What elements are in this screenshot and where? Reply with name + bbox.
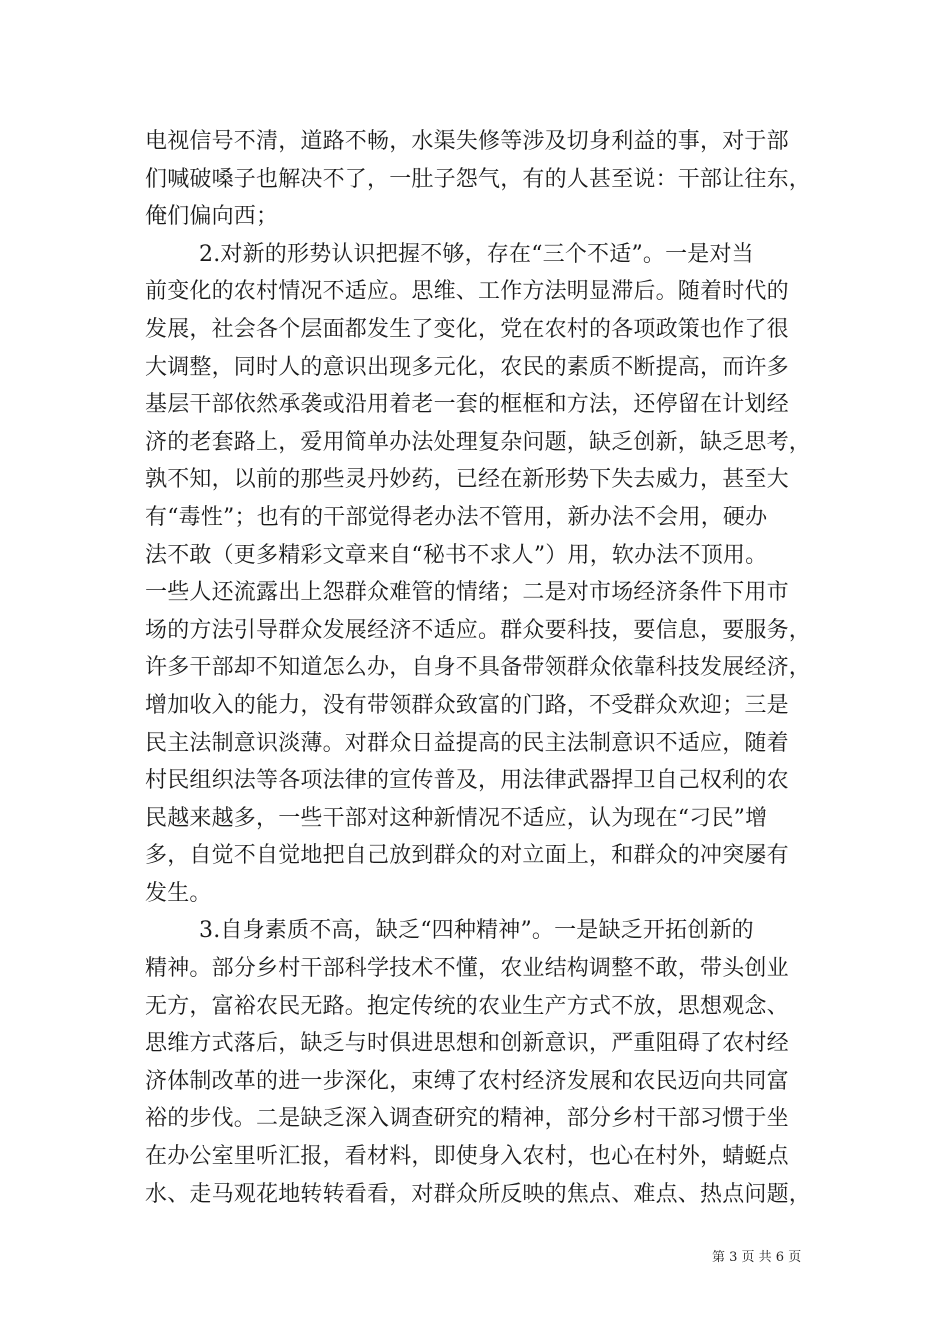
paragraph-2-start: 2.对新的形势认识把握不够，存在“三个不适”。一是对当: [199, 241, 754, 267]
text-line: 电视信号不清，道路不畅，水渠失修等涉及切身利益的事，对于部: [145, 129, 789, 154]
text-line: 思维方式落后，缺乏与时俱进思想和创新意识，严重阻碍了农村经: [145, 1031, 789, 1057]
text-line: 前变化的农村情况不适应。思维、工作方法明显滞后。随着时代的: [145, 279, 789, 305]
text-line: 裕的步伐。二是缺乏深入调查研究的精神，部分乡村干部习惯于坐: [145, 1106, 789, 1132]
text-line: 基层干部依然承袭或沿用着老一套的框框和方法，还停留在计划经: [145, 392, 789, 418]
text-line: 在办公室里听汇报，看材料，即使身入农村，也心在村外，蜻蜓点: [145, 1144, 789, 1170]
text-line: 场的方法引导群众发展经济不适应。群众要科技，要信息，要服务，: [145, 617, 812, 643]
text-line: 民越来越多，一些干部对这种新情况不适应，认为现在“刁民”增: [145, 805, 768, 831]
text-line: 多，自觉不自觉地把自己放到群众的对立面上，和群众的冲突屡有: [145, 843, 789, 869]
text-line: 村民组织法等各项法律的宣传普及，用法律武器捍卫自己权利的农: [145, 768, 789, 794]
text-line: 济的老套路上，爱用简单办法处理复杂问题，缺乏创新，缺乏思考，: [145, 429, 812, 455]
text-line: 有“毒性”；也有的干部觉得老办法不管用，新办法不会用，硬办: [145, 504, 768, 530]
text-line: 发生。: [145, 880, 212, 906]
paragraph-3-start: 3.自身素质不高，缺乏“四种精神”。一是缺乏开拓创新的: [199, 918, 754, 944]
text-line: 无方，富裕农民无路。抱定传统的农业生产方式不放，思想观念、: [145, 993, 789, 1019]
text-line: 济体制改革的进一步深化，束缚了农村经济发展和农民迈向共同富: [145, 1068, 789, 1094]
text-line: 民主法制意识淡薄。对群众日益提高的民主法制意识不适应，随着: [145, 730, 789, 756]
text-line: 增加收入的能力，没有带领群众致富的门路，不受群众欢迎；三是: [145, 692, 789, 718]
text-line: 许多干部却不知道怎么办，自身不具备带领群众依靠科技发展经济，: [145, 655, 812, 681]
page-number-footer: 第 3 页 共 6 页: [712, 1250, 802, 1265]
body-text: [145, 123, 815, 1213]
text-line: 法不敢（更多精彩文章来自“秘书不求人”）用，软办法不顶用。: [145, 542, 768, 568]
text-line: 水、走马观花地转转看看，对群众所反映的焦点、难点、热点问题，: [145, 1181, 812, 1207]
text-line: 精神。部分乡村干部科学技术不懂，农业结构调整不敢，带头创业: [145, 956, 789, 982]
text-line: 一些人还流露出上怨群众难管的情绪；二是对市场经济条件下用市: [145, 580, 789, 606]
text-line: 孰不知，以前的那些灵丹妙药，已经在新形势下失去威力，甚至大: [145, 467, 789, 493]
text-line: 发展，社会各个层面都发生了变化，党在农村的各项政策也作了很: [145, 316, 789, 342]
text-line: 大调整，同时人的意识出现多元化，农民的素质不断提高，而许多: [145, 354, 789, 380]
text-line: 俺们偏向西；: [145, 204, 279, 230]
text-line: 们喊破嗓子也解决不了，一肚子怨气，有的人甚至说：干部让往东，: [145, 166, 812, 192]
